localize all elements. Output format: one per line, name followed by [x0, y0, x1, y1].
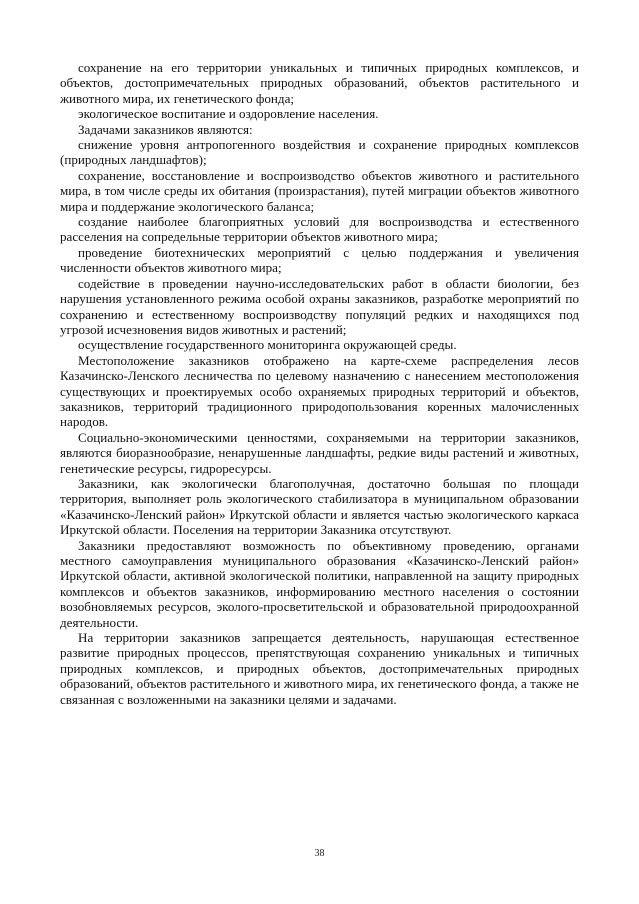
paragraph-8: содействие в проведении научно-исследовательских работ в области биологии, без нарушения установленного режима особой охраны заказников, разработке мероприятий по сохранению и естественному воспроизводству популяций редких и находящихся под угрозой исчезновения видов животных и растений;	[60, 275, 579, 337]
paragraph-14: На территории заказников запрещается деятельность, нарушающая естественное развитие природных процессов, препятствующая сохранению уникальных и типичных природных комплексов, и природных объектов, достопримечательных природных образований, объектов растительного и животного мира, их генетического фонда, а также не связанная с возложенными на заказники целями и задачами.	[60, 630, 579, 707]
paragraph-7: проведение биотехнических мероприятий с целью поддержания и увеличения численности объектов животного мира;	[60, 244, 579, 276]
paragraph-6: создание наиболее благоприятных условий для воспроизводства и естественного расселения на сопредельные территории объектов животного мира;	[60, 214, 579, 245]
paragraph-3: Задачами заказников являются:	[78, 121, 253, 137]
paragraph-10: Местоположение заказников отображено на карте-схеме распределения лесов Казачинско-Ленского лесничества по целевому назначению с нанесением местоположения существующих и проектируемых особо охраняемых природных территорий и объектов, заказников, территорий традиционного природопользования коренных малочисленных народов.	[60, 352, 579, 430]
paragraph-2: экологическое воспитание и оздоровление населения.	[78, 106, 379, 122]
paragraph-11: Социально-экономическими ценностями, сохраняемыми на территории заказников, являются биоразнообразие, ненарушенные ландшафты, редкие виды растений и животных, генетические ресурсы, гидроресурсы.	[60, 429, 579, 476]
body-text	[60, 60, 579, 707]
paragraph-1: сохранение на его территории уникальных и типичных природных комплексов, и объектов, достопримечательных природных образований, объектов растительного и животного мира, их генетического фонда;	[60, 60, 579, 106]
paragraph-12: Заказники, как экологически благополучная, достаточно большая по площади территория, выполняет роль экологического стабилизатора в муниципальном образовании «Казачинско-Ленский район» Иркутской области и является частью экологического каркаса Иркутской области. Поселения на территории Заказника отсутствуют.	[60, 475, 579, 538]
page-number: 38	[314, 848, 325, 859]
paragraph-4: снижение уровня антропогенного воздействия и сохранение природных комплексов (природных ландшафтов);	[60, 137, 579, 168]
paragraph-9: осуществление государственного мониторинга окружающей среды.	[78, 337, 457, 353]
paragraph-5: сохранение, восстановление и воспроизводство объектов животного и растительного мира, в том числе среды их обитания (произрастания), путей миграции объектов животного мира и поддержание экологического баланса;	[60, 167, 579, 214]
paragraph-13: Заказники предоставляют возможность по объективному проведению, органами местного самоуправления муниципального образования «Казачинско-Ленский район» Иркутской области, активной экологической политики, направленной на защиту природных комплексов и объектов заказников, информированию местного населения о состоянии возобновляемых ресурсов, эколого-просветительской и образовательной природоохранной деятельности.	[60, 537, 579, 630]
